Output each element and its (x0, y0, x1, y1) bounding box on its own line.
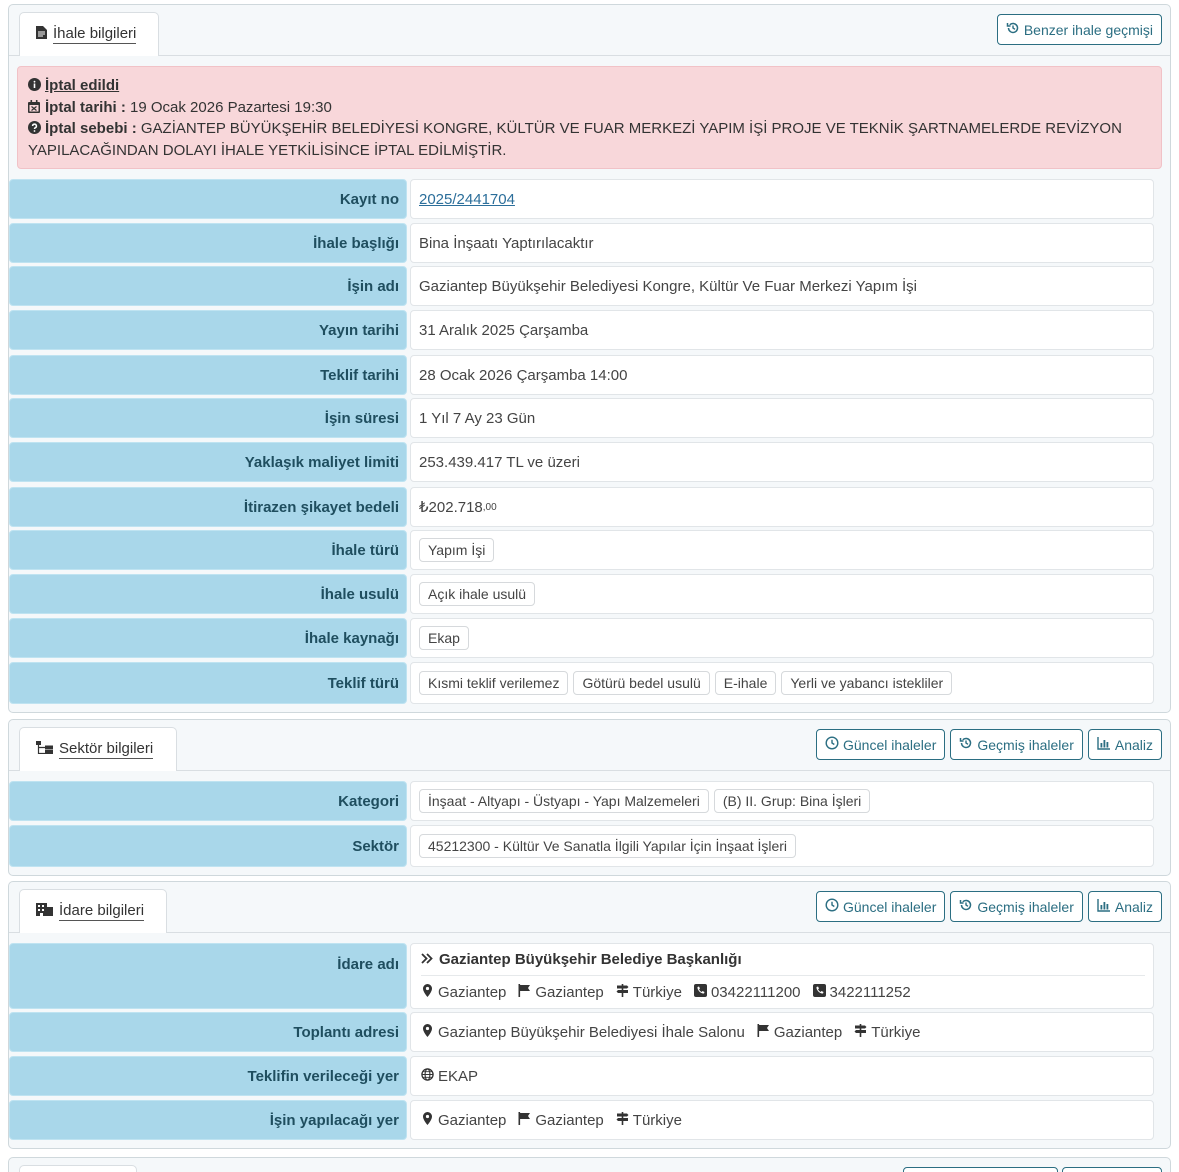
row-label: İtirazen şikayet bedeli (9, 487, 407, 527)
country: Türkiye (632, 1111, 682, 1129)
row-label: Teklifin verileceği yer (9, 1056, 407, 1096)
row-value (410, 574, 1154, 614)
row-admin-name (9, 943, 1154, 1009)
clock-icon (825, 898, 839, 915)
calendar-icon (28, 98, 41, 111)
row-label: İşin yapılacağı yer (9, 1100, 407, 1140)
row-value: Bina İnşaatı Yaptırılacaktır (410, 223, 1154, 263)
map-marker-icon (421, 1112, 434, 1129)
history-icon (1006, 21, 1020, 38)
sitemap-icon (36, 741, 53, 758)
row-label: İşin adı (9, 266, 407, 306)
row-category (9, 781, 1154, 821)
document-icon (36, 26, 47, 43)
chip: E-ihale (715, 671, 777, 695)
globe-icon (421, 1068, 434, 1085)
button-label: Analiz (1114, 898, 1153, 915)
row-value: 1 Yıl 7 Ay 23 Gün (410, 398, 1154, 438)
button-label: Geçmiş ihaleler (977, 736, 1074, 753)
past-tenders-button[interactable] (950, 891, 1082, 922)
row-tender-method (9, 574, 1154, 614)
flag-icon (518, 984, 531, 1001)
similar-tender-history-button[interactable] (997, 14, 1162, 45)
info-icon (28, 76, 41, 89)
country: Türkiye (871, 1023, 921, 1041)
fee-decimals: ,00 (482, 501, 497, 513)
cancel-reason-line2: YAPILACAĞINDAN DOLAYI İHALE YETKİLİSİNCE İPTAL EDİLMİŞTİR. (28, 141, 507, 159)
history-icon (959, 736, 973, 753)
district: Gaziantep (438, 983, 507, 1001)
tab-sector-info[interactable] (19, 727, 177, 771)
chip: Ekap (419, 626, 469, 650)
row-sector (9, 825, 1154, 867)
map-marker-icon (421, 984, 434, 1001)
tab-admin-info[interactable] (19, 889, 167, 933)
row-cost-limit (9, 442, 1154, 482)
row-bid-date (9, 355, 1154, 395)
meeting-place: Gaziantep Büyükşehir Belediyesi İhale Salonu (438, 1023, 745, 1041)
bid-place: EKAP (438, 1067, 479, 1085)
admin-name[interactable]: Gaziantep Büyükşehir Belediye Başkanlığı (439, 951, 742, 968)
row-value (410, 1056, 1154, 1096)
admin-contact-line (421, 976, 1145, 1008)
cancel-reason-label: İptal sebebi : (45, 120, 137, 137)
row-tender-source (9, 618, 1154, 658)
row-value (410, 530, 1154, 570)
tab-divider (9, 932, 1170, 933)
history-icon (959, 898, 973, 915)
row-objection-fee (9, 487, 1154, 527)
tab-divider (9, 55, 1170, 56)
row-label: Sektör (9, 825, 407, 867)
next-card-button[interactable] (903, 1167, 1058, 1172)
chip: Kısmi teklif verilemez (419, 671, 568, 695)
district: Gaziantep (438, 1111, 507, 1129)
signpost-icon (616, 1112, 629, 1129)
tab-label: Sektör bilgileri (59, 740, 154, 757)
row-bid-place (9, 1056, 1154, 1096)
row-work-place (9, 1100, 1154, 1140)
chip: Açık ihale usulü (419, 582, 535, 606)
row-value (410, 487, 1154, 527)
current-tenders-button[interactable] (816, 891, 945, 922)
row-label: Yaklaşık maliyet limiti (9, 442, 407, 482)
row-tender-title (9, 223, 1154, 263)
chip: İnşaat - Altyapı - Üstyapı - Yapı Malzemeleri (419, 789, 709, 813)
row-publish-date (9, 310, 1154, 350)
chip: Götürü bedel usulü (573, 671, 709, 695)
row-label: İdare adı (9, 943, 407, 1009)
row-label: Kategori (9, 781, 407, 821)
tender-actions (997, 14, 1162, 45)
fax[interactable]: 3422111252 (829, 983, 911, 1001)
map-marker-icon (421, 1024, 434, 1041)
chip: Yerli ve yabancı istekliler (781, 671, 952, 695)
chip: (B) II. Grup: Bina İşleri (714, 789, 870, 813)
tab-divider (9, 770, 1170, 771)
button-label: Güncel ihaleler (842, 898, 937, 915)
next-card-button[interactable] (1062, 1167, 1162, 1172)
row-value (410, 662, 1154, 704)
row-tender-type (9, 530, 1154, 570)
signpost-icon (854, 1024, 867, 1041)
row-job-name (9, 266, 1154, 306)
tab-label: İdare bilgileri (59, 902, 145, 919)
admin-actions (816, 891, 1162, 922)
row-label: Teklif tarihi (9, 355, 407, 395)
analysis-button[interactable] (1088, 729, 1162, 760)
phone-icon (694, 984, 707, 1001)
row-value (410, 1100, 1154, 1140)
row-value (410, 179, 1154, 219)
button-label: Güncel ihaleler (842, 736, 937, 753)
signpost-icon (616, 984, 629, 1001)
double-chevron-right-icon (421, 951, 433, 968)
analysis-button[interactable] (1088, 891, 1162, 922)
row-label: İhale usulü (9, 574, 407, 614)
row-meeting-address (9, 1012, 1154, 1052)
cancellation-alert (17, 66, 1162, 169)
building-icon (36, 903, 53, 920)
row-value: 253.439.417 TL ve üzeri (410, 442, 1154, 482)
chip: 45212300 - Kültür Ve Sanatla İlgili Yapılar İçin İnşaat İşleri (419, 834, 796, 858)
row-label: Teklif türü (9, 662, 407, 704)
row-value (410, 943, 1154, 1009)
row-label: İşin süresi (9, 398, 407, 438)
next-card-partial (8, 1157, 1171, 1172)
current-tenders-button[interactable] (816, 729, 945, 760)
row-label: İhale türü (9, 530, 407, 570)
cancel-date-label: İptal tarihi : (45, 98, 126, 116)
city: Gaziantep (535, 983, 604, 1001)
bar-chart-icon (1097, 898, 1111, 915)
row-label: Kayıt no (9, 179, 407, 219)
bar-chart-icon (1097, 736, 1111, 753)
row-value (410, 618, 1154, 658)
clock-icon (825, 736, 839, 753)
fee-amount: ₺202.718 (419, 499, 483, 516)
row-label: İhale kaynağı (9, 618, 407, 658)
row-label: Yayın tarihi (9, 310, 407, 350)
row-bid-type (9, 662, 1154, 704)
question-icon (28, 119, 41, 132)
flag-icon (757, 1024, 770, 1041)
cancelled-title: İptal edildi (45, 77, 120, 94)
row-value: Gaziantep Büyükşehir Belediyesi Kongre, Kültür Ve Fuar Merkezi Yapım İşi (410, 266, 1154, 306)
tab-label: İhale bilgileri (53, 25, 137, 42)
row-record-no (9, 179, 1154, 219)
row-label: İhale başlığı (9, 223, 407, 263)
button-label: Geçmiş ihaleler (977, 898, 1074, 915)
button-label: Analiz (1114, 736, 1153, 753)
row-value: 28 Ocak 2026 Çarşamba 14:00 (410, 355, 1154, 395)
row-value (410, 1012, 1154, 1052)
city: Gaziantep (773, 1023, 843, 1041)
row-value (410, 781, 1154, 821)
record-no-link[interactable]: 2025/2441704 (419, 190, 515, 208)
row-value (410, 825, 1154, 867)
row-value: 31 Aralık 2025 Çarşamba (410, 310, 1154, 350)
city: Gaziantep (535, 1111, 604, 1129)
tab-tender-info[interactable] (19, 12, 159, 56)
chip: Yapım İşi (419, 538, 494, 562)
row-label: Toplantı adresi (9, 1012, 407, 1052)
cancel-reason-line1: GAZİANTEP BÜYÜKŞEHİR BELEDİYESİ KONGRE, KÜLTÜR VE FUAR MERKEZİ YAPIM İŞİ PROJE VE TEKNİK ŞARTNAMELERDE REVİZYON (140, 120, 1122, 137)
admin-name-line (421, 944, 1145, 976)
row-duration (9, 398, 1154, 438)
flag-icon (518, 1112, 531, 1129)
past-tenders-button[interactable] (950, 729, 1082, 760)
sector-actions (816, 729, 1162, 760)
fax-icon (813, 984, 826, 1001)
next-card-tab (19, 1165, 137, 1172)
phone[interactable]: 03422111200 (710, 983, 801, 1001)
cancel-date-value: 19 Ocak 2026 Pazartesi 19:30 (130, 98, 332, 116)
button-label: Benzer ihale geçmişi (1023, 21, 1153, 38)
country: Türkiye (632, 983, 682, 1001)
